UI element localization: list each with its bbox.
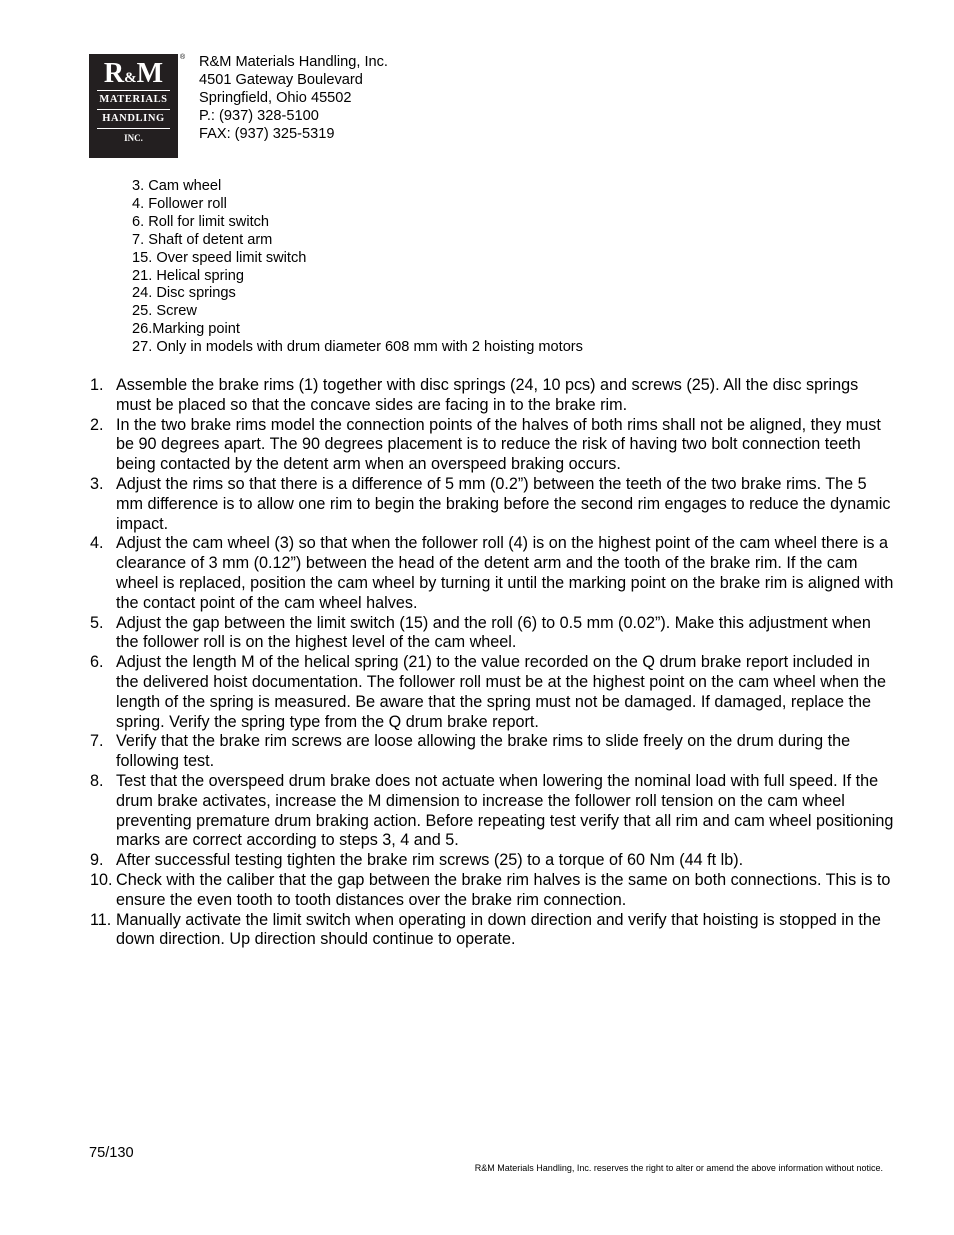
procedure-step [86, 376, 896, 416]
procedure-steps [86, 376, 896, 950]
footer-notice: R&M Materials Handling, Inc. reserves the right to alter or amend the above information without notice. [474, 1163, 883, 1173]
procedure-step [86, 911, 896, 951]
step-number: 7. [90, 732, 104, 751]
legend-item: 3. Cam wheel [132, 178, 222, 194]
logo-divider [97, 109, 170, 110]
step-number: 9. [90, 851, 104, 870]
procedure-step [86, 871, 896, 911]
step-text: Adjust the cam wheel (3) so that when the follower roll (4) is on the highest point of the cam wheel there is a clearance of 3 mm (0.12”) between the head of the detent arm and the tooth of the brake rim. If the cam wheel is replaced, position the cam wheel by turning it until the marking point on the brake rim is aligned with the contact point of the cam wheel halves. [116, 534, 894, 612]
step-number: 2. [90, 415, 104, 434]
procedure-step [86, 475, 896, 534]
step-text: Check with the caliber that the gap between the brake rim halves is the same on both connections. This is to ensure the even tooth to tooth distances over the brake rim connection. [116, 870, 891, 909]
address-line: R&M Materials Handling, Inc. [199, 54, 388, 70]
step-number: 6. [90, 653, 104, 672]
step-text: Adjust the gap between the limit switch (15) and the roll (6) to 0.5 mm (0.02”). Make this adjustment when the follower roll is on the highest level of the cam wheel. [116, 613, 871, 652]
logo-divider [97, 128, 170, 129]
parts-legend [132, 178, 583, 357]
procedure-step [86, 614, 896, 654]
address-line: Springfield, Ohio 45502 [199, 90, 352, 106]
step-number: 10. [90, 870, 113, 889]
procedure-step [86, 534, 896, 613]
address-line: FAX: (937) 325-5319 [199, 126, 335, 142]
registered-mark: ® [180, 54, 186, 61]
procedure-step [86, 851, 896, 871]
legend-item: 4. Follower roll [132, 195, 227, 212]
address-line: P.: (937) 328-5100 [199, 108, 319, 124]
step-text: Test that the overspeed drum brake does not actuate when lowering the nominal load with full speed. If the drum brake activates, increase the M dimension to increase the follower roll tension on the cam wheel preventing premature drum braking action. Before repeating test verify that all rim and cam wheel positioning marks are correct according to steps 3, 4 and 5. [116, 771, 894, 850]
legend-item: 26.Marking point [132, 321, 240, 338]
step-text: Adjust the length M of the helical spring (21) to the value recorded on the Q drum brake report included in the delivered hoist documentation. The follower roll must be at the highest point on the cam wheel when the length of the spring is measured. Be aware that the spring must not be damaged. If damaged, replace the spring. Verify the spring type from the Q drum brake report. [116, 653, 886, 731]
company-address [199, 53, 388, 143]
legend-item: 24. Disc springs [132, 285, 236, 302]
step-text: In the two brake rims model the connection points of the halves of both rims shall not be aligned, they must be 90 degrees apart. The 90 degrees placement is to reduce the risk of having two bolt connection teeth being contacted by the detent arm when an overspeed braking occurs. [116, 415, 881, 474]
step-text: After successful testing tighten the brake rim screws (25) to a torque of 60 Nm (44 ft lb). [116, 851, 744, 870]
step-text: Manually activate the limit switch when operating in down direction and verify that hoisting is stopped in the down direction. Up direction should continue to operate. [116, 910, 881, 949]
legend-item: 15. Over speed limit switch [132, 249, 307, 266]
step-number: 8. [90, 771, 104, 790]
step-number: 1. [90, 376, 104, 394]
procedure-step [86, 416, 896, 475]
address-line: 4501 Gateway Boulevard [199, 72, 363, 88]
step-text: Verify that the brake rim screws are loose allowing the brake rims to slide freely on the drum during the following test. [116, 732, 851, 771]
logo-line-inc: INC. [124, 133, 143, 143]
logo-wordmark: R&M [103, 58, 164, 89]
procedure-step [86, 772, 896, 851]
page-number: 75/130 [89, 1145, 134, 1161]
legend-item: 21. Helical spring [132, 267, 244, 284]
legend-item: 27. Only in models with drum diameter 608 mm with 2 hoisting motors [132, 339, 583, 356]
step-text: Assemble the brake rims (1) together with disc springs (24, 10 pcs) and screws (25). All the disc springs must be placed so that the concave sides are facing in to the brake rim. [116, 376, 859, 414]
company-logo [89, 54, 178, 158]
step-number: 4. [90, 534, 104, 553]
procedure-step [86, 653, 896, 732]
logo-divider [97, 90, 170, 91]
legend-item: 7. Shaft of detent arm [132, 231, 273, 248]
logo-line-materials: MATERIALS [99, 94, 168, 105]
step-number: 5. [90, 613, 104, 632]
legend-item: 6. Roll for limit switch [132, 213, 270, 230]
logo-line-handling: HANDLING [102, 113, 165, 124]
step-number: 11. [90, 910, 112, 929]
step-text: Adjust the rims so that there is a difference of 5 mm (0.2”) between the teeth of the two brake rims. The 5 mm difference is to allow one rim to begin the braking before the second rim engages to reduce the dynamic impact. [116, 474, 891, 533]
step-number: 3. [90, 474, 104, 493]
legend-item: 25. Screw [132, 303, 197, 320]
procedure-step [86, 732, 896, 772]
